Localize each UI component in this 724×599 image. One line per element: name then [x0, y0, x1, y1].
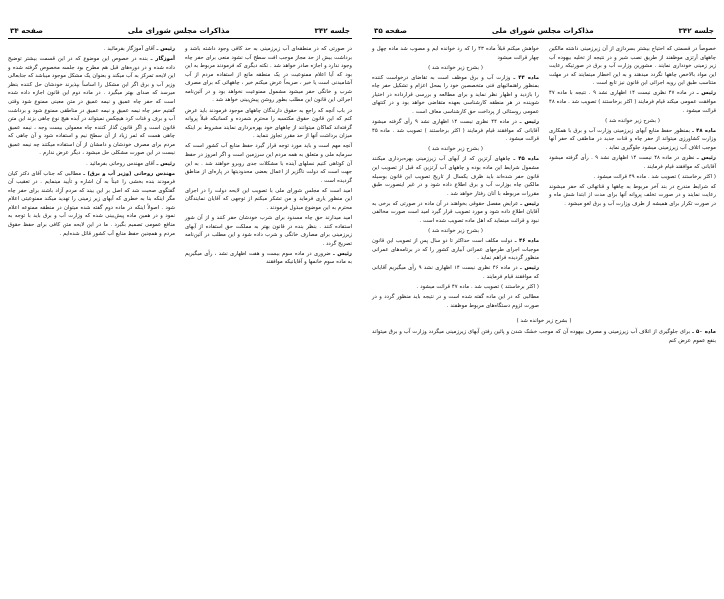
- article-paragraph: [372, 155, 539, 198]
- paragraph: در صورتی که در منطقه‌ای آب زیرزمینی به حد کافی وجود داشته باشد و برداشت بیش از حد مجاز موجب افت سطح آب نشود منعی برای حفر چاه وجود ندارد و اجازه صادر خواهد شد . نکته دیگری که فرمودند مربوط به این بود که آیا اعلام ممنوعیت در یک منطقه مانع از استفاده مردم از آب آشامیدنی است یا خیر ، صریحاً عرض میکنم خیر ، چاههائی که برای مصرف شرب و خانگی حفر میشود مشمول ممنوعیت نخواهد بود و در آئین‌نامه اجرائی این قانون این مطلب بطور روشن پیش‌بینی خواهد شد .: [184, 46, 352, 104]
- page-35-columns: [372, 45, 716, 312]
- publication-title-left: مذاکرات مجلس شورای ملی: [491, 26, 594, 35]
- session-label-left: جلسه ۳۴۲: [678, 26, 714, 35]
- speaker-label: رئیس ـ: [520, 200, 539, 207]
- header-rule-right: [8, 38, 352, 39]
- speaker-text: آقای آموزگار بفرمائید .: [103, 46, 155, 52]
- speaker-paragraph: [549, 89, 716, 115]
- paragraph: مطالبی که در این ماده گفته شده است و در نتیجه باید منظور گردد و در صورت لزوم دستگاه‌های مربوط موظفند .: [372, 294, 539, 309]
- header-rule-left: [372, 38, 716, 39]
- article-text: دولت مکلف است حداکثر تا دو سال پس از تصویب این قانون موجبات اجرای طرحهای عمرانی آبیاری کشور را که در برنامه‌های عمرانی منظور گردیده فراهم نماید .: [372, 238, 539, 262]
- speaker-text: در ماده ۴۴ نظری نیست ۱۴ اظهاری نشد ۹ رأی گرفته میشود آقایانی که موافقند قیام فرمایند ( اکثر برخاستند ) تصویب شد . ماده ۴۵ قرائت میشود .: [372, 119, 539, 143]
- speaker-label: رئیس ـ: [696, 90, 716, 97]
- minister-paragraph: [8, 170, 175, 239]
- stage-direction: ( بشرح زیر خوانده شد ): [428, 64, 483, 71]
- speaker-label: رئیس ـ: [333, 250, 352, 257]
- speaker-label: رئیس ـ: [520, 265, 540, 272]
- page-35-column-left: [549, 45, 716, 312]
- paragraph: خواهش میکنم قبلاً ماده ۴۳ را که رد خوانده ایم و مصوب شد ماده چهل و چهار قرائت میشود: [372, 46, 539, 61]
- speaker-paragraph: [8, 160, 175, 169]
- article-label: ماده ۴۵ ـ: [513, 156, 539, 163]
- speaker-label: رئیس ـ: [156, 160, 175, 167]
- article-text: وزارت آب و برق موظف است به تقاضای درخواست کننده بمنظور راهنمائیهای فنی متخصصین خود را بمحل اعزام و تشکیل حفر چاه را بازدید و اظهار نظر نماید و برای مطالعه و بررسی قرارداده در اختیار شوینده در هر منطقه کارشناسی بعهده متقاضی خواهد بود و در کنتهای عمومی روستائی از پرداخت حق کارشناسی معاف است .: [372, 74, 539, 116]
- page-34-column-right: [8, 45, 175, 268]
- speaker-paragraph: [8, 55, 175, 158]
- article-label: ماده ۴۴ ـ: [513, 74, 539, 81]
- speaker-label: آموزگار ـ: [150, 56, 175, 63]
- article-paragraph-fullwidth: [372, 328, 716, 346]
- article-paragraph: [372, 74, 539, 117]
- stage-direction: ( بشرح زیر خوانده شد ): [428, 228, 483, 235]
- session-label-right: جلسه ۳۴۲: [314, 26, 350, 35]
- speaker-text: در ماده ۴۷ نظری نیست ۱۴ اظهاری نشد ۹ . نتیجه با ماده ۴۷ موافقت عمومی میکند قیام فرمایند ( اکثر برخاستند ) تصویب شد . ماده ۴۸ قرائت میشود .: [549, 90, 716, 114]
- article-paragraph: [549, 127, 716, 153]
- page-34-header: [8, 26, 352, 37]
- article-label: ماده ۴۶ ـ: [514, 238, 539, 245]
- article-text: بمنظور حفظ منابع آبهای زیرزمینی وزارت آب و برق با همکاری وزارت کشاورزی میتواند از حفر چاه و قنات جدید در مناطقی که حفر آنها موجب اتلاف آب زیرزمینی میشود جلوگیری نماید .: [549, 127, 716, 151]
- speaker-paragraph: [8, 45, 175, 54]
- page-number-right: صفحه ۳۴: [10, 26, 43, 35]
- minister-text: مطالبی که جناب آقای دکتر کیان فرمودند بنده بخشی را عیناً به آن اشاره و تأیید مینمایم . در تعقیب آن گفتگوی صحبت شد که اصل بر این بیند که مردم آزاد باشند برای حفر چاه مگر اینکه بنا به خطری که آبهای زیر زمینی را تهدید میکند ممنوعیتی اعلام شود . اصولاً اینکه در ماده دوم گفته شده میتوان در منطقه ممنوعه اعلام نمود و در همین ماده پیش‌بینی شده که وزارت آب و برق باید با توجه به منافع عمومی تصمیم بگیرد . ما در این لایحه متن کافی برای حفظ حقوق مردم و همچنین حفظ منابع آب کشور قائل شده‌ایم .: [8, 170, 175, 237]
- speaker-text: آقای مهندس روحانی بفرمائید .: [86, 160, 155, 167]
- paragraph: ( اکثر برخاستند ) تصویب شد . ماده ۴۹ قرائت میشود .: [593, 173, 716, 180]
- speaker-paragraph: [372, 200, 539, 226]
- stage-direction: ( بشرح زیر خوانده شد ): [428, 146, 483, 153]
- paragraph: امید میدارند حق چاه مسدود برای شرب خودشان حفر کنند و از آن شور استفاده کنند . بنظر بنده در قانون بهتر به مملکت حق استفاده از آبهای زیرزمینی برای مصارف خانگی و شرب داده شود و این مطلب در آئین‌نامه تصریح گردد .: [185, 214, 352, 247]
- stage-direction: ( بشرح زیر خوانده شد ): [605, 117, 660, 124]
- page-34-column-left: [185, 45, 352, 268]
- minister-label: مهندس روحانی (وزیر آب و برق) ـ: [83, 170, 176, 177]
- page-number-left: صفحه ۳۵: [374, 26, 407, 35]
- article-text: برای جلوگیری از اتلاف آب زیرزمینی و مصرف بیهوده آن که موجب خشک شدن و پائین رفتن آبهای زیرزمینی میگردد وزارت آب و برق میتواند بنفع عموم عرض کنم: [372, 329, 716, 345]
- paragraph: امید است که مجلس شورای ملی با تصویب این لایحه دولت را در اجرای این منظور یاری فرماید و من تشکر میکنم از توجهی که آقایان نمایندگان محترم به این موضوع مبذول فرمودند .: [185, 187, 352, 211]
- article-label: ماده ۴۸ ـ: [692, 127, 716, 134]
- speaker-text: بنده در خصوص این موضوع که در این قسمت بیشتر توضیح داده شده و در دوره‌های قبل هم مطرح بود جلسه مخصوص گرفته شده و این لایحه تمرکز به آب میکند و بعنوان یک مشکل موجود میباشد که جنابعالی وزیر آب و برق اگر این مشکل را اساساً بپذیرند خودشان حل کننده بنظر میرسد که صدای بهتر میگیرد . در ماده دوم این قانون اجازه داده شده است که حفر چاه عمیق و نیمه عمیق در متن معینی ممنوع شود وقتی گفتیم حفر چاه نیمه عمیق و نیمه عمیق در مناطقی ممنوع شود و برداشت آب و برف و قنات کرد هیچکس نمیتواند در آبده هیچ نوع چاهی بزند این متن قانون است و اگر قانون گذار کننده چاه معمولی بیست وجه ، نیمه عمیق چاهی هست که ثمر زیاد از آن سطح نیم و استفاده شود و آن چاهی که مردم برای مصرف خودشان و دامشان از آن استفاده میکنند چه نیمه عمیق نیست در این صورت مشکلی حل میشود ، دیگر عرض ندارم .: [8, 56, 175, 157]
- article-text: چاههای آرتزین که از آبهای آب زیرزمینی بهره‌برداری میکنند مشمول شرایط این ماده بوده و چاههای آب آرتزین که قبل از تصویب این قانون حفر شده‌اند باید ظرف یکسال از تاریخ تصویب این قانون بوسیله مالکین چاه بوزارت آب و برق اطلاع داده شود و در غیر اینصورت طبق مقررات مربوطه با آنان رفتار خواهد شد .: [372, 156, 539, 197]
- stage-direction-footer: ( بشرح زیر خوانده شد ): [516, 317, 572, 324]
- paragraph: خصوصاً در قسمتی که احتیاج بیشتر بسردازی از آن زیرزمینی داشته مالکین چاههای آرتزی موظفند از طریق نصب شیر و در نتیجه از تخلیه بیهوده آب زیر زمینی خودداری نمایند . مشورین وزارت آب و برق در صورتیکه رعایت این مواد بالاخص چاهها نگردد میدهند و به این اخطار مینمایند که در مهلت متناسب طبق این رویه اجرائی این قانون نیز تابع است .: [549, 46, 716, 87]
- speaker-text: در ماده ۴۶ نظری نیست ۱۴ اظهاری نشد ۹ رأی میگیریم آقایانی که موافقند قیام فرمایند .: [372, 265, 539, 280]
- speaker-text: عرایض مفصل حقوقی بخواهند در آن ماده در صورتی که برخی به آقایان اطلاع داده شود و مورد تصویب قرار گیرد امید است صورت مخالفی نبود و قرائت مینماید که اهل ماده تصویب شده است .: [372, 200, 539, 224]
- publication-title-right: مذاکرات مجلس شورای ملی: [127, 26, 230, 35]
- speaker-label: رئیس ـ: [696, 154, 716, 161]
- speaker-text: ضروری در ماده سوم بیست و هفت اظهاری نشد ، رأی میگیریم به ماده سوم خانمها و آقایانیکه موافقند: [185, 250, 352, 266]
- article-label: ماده ۵۰ ـ: [692, 329, 717, 336]
- speaker-paragraph: [372, 118, 539, 144]
- speaker-paragraph: [372, 264, 539, 281]
- paragraph: که شرایط مندرج در بند آخر مربوط به چاهها و قناتهائی که حفر میشوند رعایت نمایند و در صورت تخلف پروانه آنها برای مدت از ابتدا شش ماه و در صورت تکرار برای همیشه از طرف وزارت آب و برق لغو میشود .: [549, 183, 716, 207]
- page-35-column-right: [372, 45, 539, 312]
- paragraph: آنچه مهم است و باید مورد توجه قرار گیرد حفظ منابع آب کشور است که سرمایه ملی و متعلق به همه مردم این سرزمین است و اگر امروز در حفظ آن کوتاهی کنیم نسلهای آینده با مشکلات جدی روبرو خواهند شد . به این جهت است که دولت ناگزیر از اعمال بعضی محدودیتها در پاره‌ای از مناطق گردیده است .: [185, 143, 352, 184]
- paragraph: ( اکثر برخاستند ) تصویب شد . ماده ۴۷ قرائت میشود .: [416, 284, 539, 291]
- page-34-columns: [8, 45, 352, 268]
- article-paragraph: [372, 237, 539, 263]
- speaker-paragraph: [185, 250, 352, 267]
- page-35-header: [372, 26, 716, 37]
- speaker-text: نظری در ماده ۴۸ نیست ۱۴ اظهاری نشد ۹ . رأی گرفته میشود آقایانی که موافقند قیام فرمایند .: [549, 154, 716, 170]
- paragraph: در باب آنچه که راجع به حقوق دارندگان چاههای موجود فرمودند باید عرض کنم که این قانون حقوق مکتسبه را محترم شمرده و کسانیکه قبلاً پروانه گرفته‌اند کماکان میتوانند از چاههای خود بهره‌برداری نمایند مشروط بر اینکه میزان برداشت آنها از حد مقرر تجاوز ننماید .: [185, 107, 352, 140]
- speaker-label: رئیس ـ: [519, 119, 540, 126]
- page-35: [362, 0, 724, 599]
- speaker-label: رئیس ـ: [156, 46, 175, 52]
- speaker-paragraph: [549, 154, 716, 171]
